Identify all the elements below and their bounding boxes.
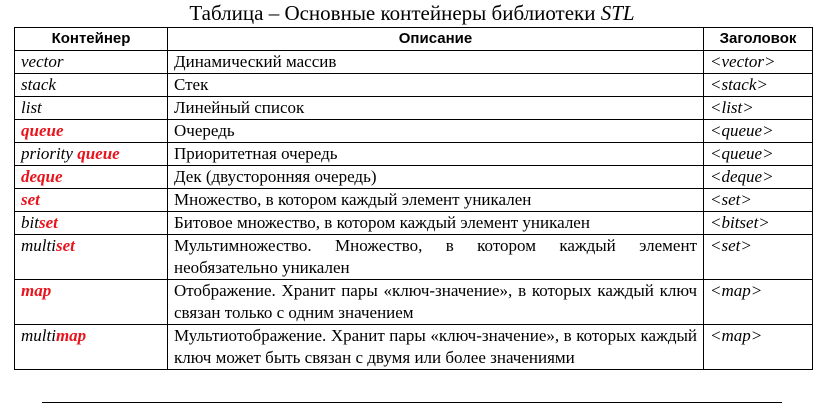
table-row bbox=[15, 280, 813, 325]
container-description-cell: Множество, в котором каждый элемент уникален bbox=[168, 189, 704, 212]
container-name-highlight: set bbox=[21, 190, 40, 209]
container-header-cell: <list> bbox=[704, 97, 813, 120]
container-name-highlight: map bbox=[55, 326, 87, 345]
container-description-cell: Стек bbox=[168, 74, 704, 97]
container-description-cell: Линейный список bbox=[168, 97, 704, 120]
table-row bbox=[15, 189, 813, 212]
caption-stl: STL bbox=[600, 1, 635, 25]
page-bottom-rule bbox=[42, 402, 782, 405]
table-row bbox=[15, 143, 813, 166]
container-name-highlight: set bbox=[55, 236, 75, 255]
table-row bbox=[15, 166, 813, 189]
container-name-plain: list bbox=[21, 98, 42, 117]
container-name-highlight: queue bbox=[21, 121, 64, 140]
container-description-cell: Приоритетная очередь bbox=[168, 143, 704, 166]
container-name-plain: multi bbox=[21, 326, 56, 345]
column-header-description: Описание bbox=[168, 28, 704, 51]
container-name-cell bbox=[15, 325, 168, 370]
table-row bbox=[15, 74, 813, 97]
container-name-cell bbox=[15, 280, 168, 325]
table-row bbox=[15, 51, 813, 74]
container-header-cell: <stack> bbox=[704, 74, 813, 97]
container-name-plain: priority bbox=[21, 144, 78, 163]
container-name-cell bbox=[15, 97, 168, 120]
table-row bbox=[15, 325, 813, 370]
table-header-row bbox=[15, 28, 813, 51]
container-header-cell: <bitset> bbox=[704, 212, 813, 235]
container-description-cell: Дек (двусторонняя очередь) bbox=[168, 166, 704, 189]
container-header-cell: <queue> bbox=[704, 120, 813, 143]
table-row bbox=[15, 212, 813, 235]
container-name-plain: bit bbox=[21, 213, 39, 232]
container-name-plain: stack bbox=[21, 75, 56, 94]
container-name-highlight: map bbox=[21, 281, 52, 300]
container-name-cell bbox=[15, 189, 168, 212]
container-name-highlight: queue bbox=[77, 144, 120, 163]
container-header-cell: <map> bbox=[704, 325, 813, 370]
container-description-cell: Битовое множество, в котором каждый элемент уникален bbox=[168, 212, 704, 235]
container-description-cell: Мультиотображение. Хранит пары «ключ-значение», в которых каждый ключ может быть связан с двумя или более значениями bbox=[168, 325, 704, 370]
container-name-cell bbox=[15, 143, 168, 166]
container-header-cell: <vector> bbox=[704, 51, 813, 74]
container-name-plain: vector bbox=[21, 52, 64, 71]
container-header-cell: <deque> bbox=[704, 166, 813, 189]
stl-containers-table bbox=[14, 27, 813, 370]
container-description-cell: Динамический массив bbox=[168, 51, 704, 74]
container-name-cell bbox=[15, 212, 168, 235]
container-name-plain: multi bbox=[21, 236, 56, 255]
table-row bbox=[15, 120, 813, 143]
container-header-cell: <set> bbox=[704, 189, 813, 212]
container-header-cell: <set> bbox=[704, 235, 813, 280]
table-caption bbox=[0, 0, 824, 26]
container-description-cell: Отображение. Хранит пары «ключ-значение», в которых каждый ключ связан только с одним значением bbox=[168, 280, 704, 325]
container-name-highlight: set bbox=[38, 213, 58, 232]
column-header-header: Заголовок bbox=[704, 28, 813, 51]
table-row bbox=[15, 235, 813, 280]
container-header-cell: <map> bbox=[704, 280, 813, 325]
container-description-cell: Мультимножество. Множество, в котором каждый элемент необязательно уникален bbox=[168, 235, 704, 280]
table-row bbox=[15, 97, 813, 120]
container-description-cell: Очередь bbox=[168, 120, 704, 143]
container-header-cell: <queue> bbox=[704, 143, 813, 166]
container-name-highlight: deque bbox=[21, 167, 63, 186]
container-name-cell bbox=[15, 51, 168, 74]
container-name-cell bbox=[15, 235, 168, 280]
container-name-cell bbox=[15, 166, 168, 189]
container-name-cell bbox=[15, 74, 168, 97]
caption-text: Таблица – Основные контейнеры библиотеки bbox=[189, 1, 601, 25]
container-name-cell bbox=[15, 120, 168, 143]
column-header-container: Контейнер bbox=[15, 28, 168, 51]
